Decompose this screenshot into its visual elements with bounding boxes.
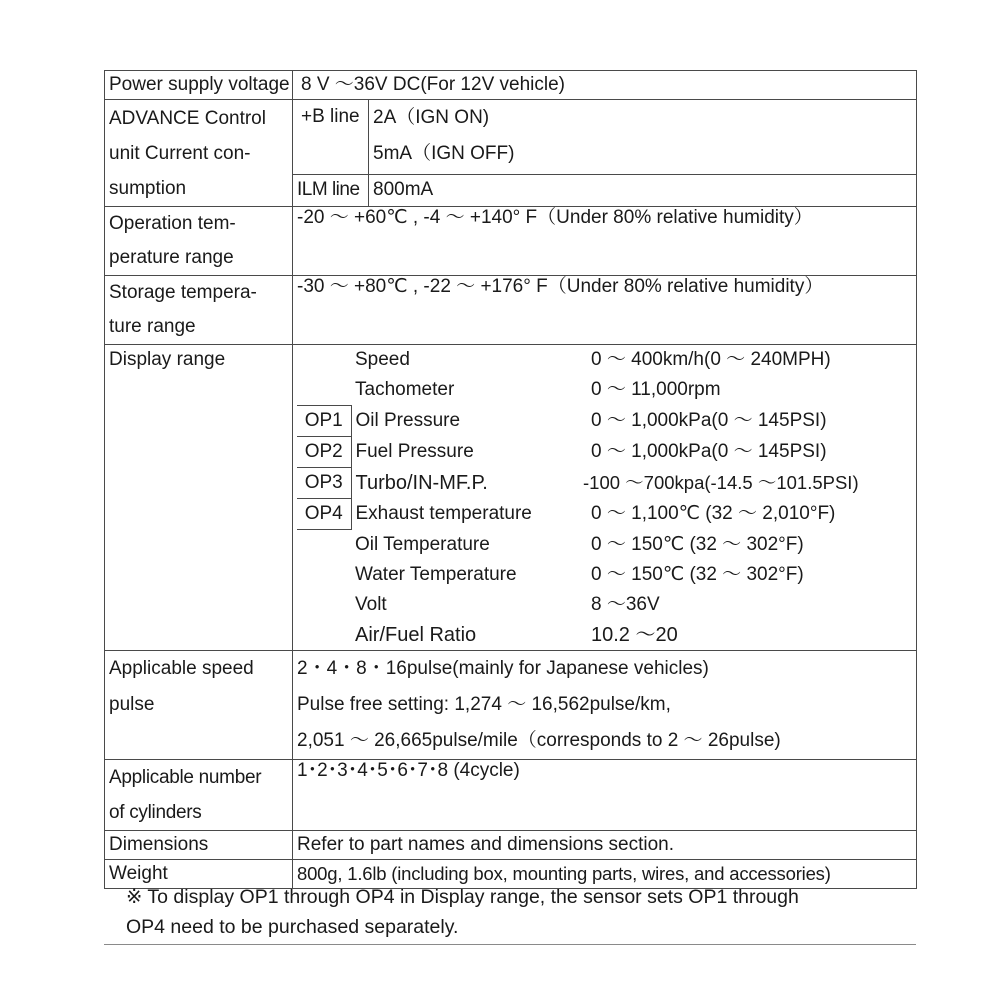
b-line-values	[369, 100, 917, 175]
display-item-value: 0 ～ 1,000kPa(0 ～ 145PSI)	[591, 410, 827, 431]
weight-value: 800g, 1.6lb (including box, mounting parts, wires, and accessories)	[293, 860, 917, 889]
row-speed-pulse	[105, 651, 917, 760]
display-range-row	[297, 468, 912, 499]
display-item-name: Exhaust temperature	[355, 503, 532, 524]
dimensions-label: Dimensions	[105, 831, 293, 860]
ilm-line-value: 800mA	[369, 175, 917, 207]
display-range-table	[297, 345, 912, 650]
display-item-name: Fuel Pressure	[355, 441, 474, 462]
row-display-range	[105, 345, 917, 651]
row-storage-temperature	[105, 276, 917, 345]
cylinders-label-line: Applicable number	[109, 767, 262, 788]
display-range-row	[297, 560, 912, 590]
row-dimensions	[105, 831, 917, 860]
display-item-name: Turbo/IN-MF.P.	[355, 472, 488, 494]
speed-pulse-values	[293, 651, 917, 760]
op-code	[297, 620, 351, 650]
storage-temperature-label	[105, 276, 293, 345]
display-item-name: Air/Fuel Ratio	[355, 624, 477, 646]
speed-pulse-value-line: 2・4・8・16pulse(mainly for Japanese vehicles)	[297, 658, 709, 679]
speed-pulse-value-line: Pulse free setting: 1,274 ～ 16,562pulse/km,	[297, 694, 671, 715]
op-code	[297, 345, 351, 375]
operation-temperature-label-line: perature range	[109, 247, 234, 268]
power-supply-value: 8 V ～36V DC(For 12V vehicle)	[293, 71, 917, 100]
display-range-row	[297, 437, 912, 468]
storage-temperature-label-line: Storage tempera-	[109, 282, 257, 303]
dimensions-value: Refer to part names and dimensions section.	[293, 831, 917, 860]
storage-temperature-value: -30 ～ +80℃ , -22 ～ +176° F（Under 80% relative humidity）	[293, 276, 917, 345]
display-range-row	[297, 590, 912, 620]
row-current-consumption-b	[105, 100, 917, 175]
display-item-name: Oil Temperature	[355, 533, 490, 555]
footnote-line: OP4 need to be purchased separately.	[126, 916, 459, 938]
b-line-value: 5mA（IGN OFF)	[373, 143, 515, 164]
row-power-supply	[105, 71, 917, 100]
display-range-row	[297, 406, 912, 437]
b-line-label: +B line	[293, 100, 369, 175]
footnote-line: ※ To display OP1 through OP4 in Display range, the sensor sets OP1 through	[126, 886, 799, 908]
spec-table	[104, 70, 917, 889]
display-item-value: 0 ～ 11,000rpm	[591, 379, 721, 401]
spec-sheet	[104, 70, 916, 889]
operation-temperature-value: -20 ～ +60℃ , -4 ～ +140° F（Under 80% relative humidity）	[293, 207, 917, 276]
op-code: OP4	[297, 499, 351, 530]
ilm-line-label: ILM line	[293, 175, 369, 207]
display-item-value: 8 ～36V	[591, 594, 660, 615]
op-code	[297, 530, 351, 561]
op-code	[297, 375, 351, 406]
b-line-value: 2A（IGN ON)	[373, 107, 490, 128]
display-item-value: 0 ～ 150℃ (32 ～ 302°F)	[591, 564, 804, 585]
display-item-value: 0 ～ 400km/h(0 ～ 240MPH)	[591, 349, 831, 370]
operation-temperature-label	[105, 207, 293, 276]
cylinders-value: 1･2･3･4･5･6･7･8 (4cycle)	[293, 760, 917, 831]
display-item-value: 0 ～ 150℃ (32 ～ 302°F)	[591, 533, 804, 555]
current-consumption-label-line: unit Current con-	[109, 143, 251, 164]
op-code	[297, 590, 351, 620]
speed-pulse-label-line: Applicable speed	[109, 658, 254, 679]
speed-pulse-label	[105, 651, 293, 760]
speed-pulse-label-line: pulse	[109, 694, 155, 715]
display-range-row	[297, 530, 912, 561]
display-item-value: 0 ～ 1,000kPa(0 ～ 145PSI)	[591, 441, 827, 462]
display-range-label: Display range	[105, 345, 293, 651]
display-item-name: Tachometer	[355, 379, 455, 401]
op-code: OP3	[297, 468, 351, 499]
weight-label: Weight	[105, 860, 293, 889]
display-item-value: 10.2 ～20	[591, 624, 678, 646]
cylinders-label-line: of cylinders	[109, 802, 202, 823]
current-consumption-label	[105, 100, 293, 207]
storage-temperature-label-line: ture range	[109, 316, 196, 337]
display-range-values	[293, 345, 917, 651]
display-item-name: Water Temperature	[355, 564, 517, 585]
display-item-name: Volt	[355, 594, 387, 615]
operation-temperature-label-line: Operation tem-	[109, 213, 236, 234]
row-cylinders	[105, 760, 917, 831]
display-range-row	[297, 499, 912, 530]
display-item-value: -100 ～700kpa(-14.5 ～101.5PSI)	[583, 472, 859, 493]
speed-pulse-value-line: 2,051 ～ 26,665pulse/mile（corresponds to 2 ～ 26pulse)	[297, 730, 781, 751]
display-item-name: Speed	[355, 349, 410, 370]
bottom-divider	[104, 944, 916, 945]
current-consumption-label-line: sumption	[109, 178, 187, 199]
display-range-row	[297, 345, 912, 375]
display-range-row	[297, 620, 912, 650]
power-supply-label: Power supply voltage	[105, 71, 293, 100]
op-code	[297, 560, 351, 590]
current-consumption-label-line: ADVANCE Control	[109, 108, 266, 129]
footnote	[126, 882, 916, 942]
display-item-value: 0 ～ 1,100℃ (32 ～ 2,010°F)	[591, 503, 836, 524]
row-operation-temperature	[105, 207, 917, 276]
display-item-name: Oil Pressure	[355, 410, 461, 431]
op-code: OP1	[297, 406, 351, 437]
cylinders-label	[105, 760, 293, 831]
op-code: OP2	[297, 437, 351, 468]
display-range-row	[297, 375, 912, 406]
